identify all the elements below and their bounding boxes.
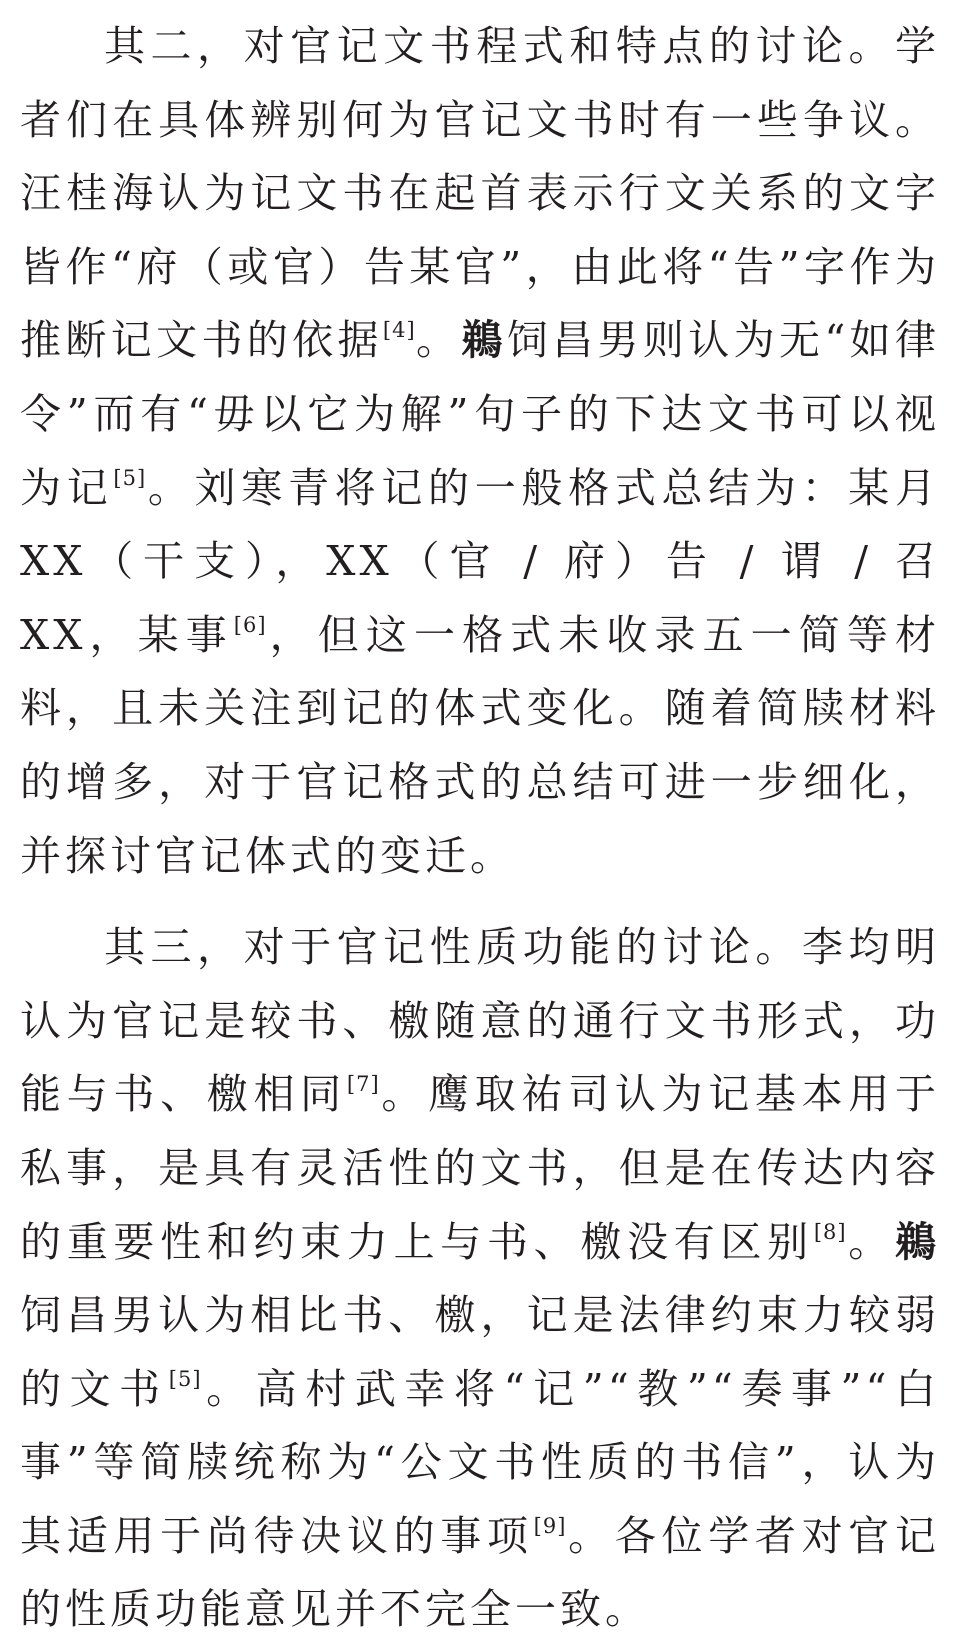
text-segment: 。鹰取祐司认为记基本用于私事，是具有灵活性的文书，但是在传达内容的重要性和约束力上与书、檄没有区别 <box>20 1070 941 1266</box>
citation-ref: [4] <box>382 318 416 343</box>
text-segment: 饲昌男认为相比书、檄，记是法律约束力较弱的文书 <box>20 1291 940 1413</box>
citation-ref: [5] <box>168 1366 202 1391</box>
citation-ref: [6] <box>233 612 267 637</box>
text-segment: 。高村武幸将“记”“教”“奏事”“白事”等简牍统称为“公文书性质的书信”，认为其适用于尚待决议的事项 <box>20 1364 941 1560</box>
bold-character: 鵜 <box>461 316 507 365</box>
citation-ref: [5] <box>113 465 147 490</box>
text-segment: 。刘寒青将记的一般格式总结为：某月 XX（干支），XX（官 / 府）告 / 谓 / 召 XX，某事 <box>20 463 941 659</box>
paragraph-nature-function <box>20 911 940 1647</box>
text-segment: ，但这一格式未收录五一简等材料，且未关注到记的体式变化。随着简牍材料的增多，对于官记格式的总结可进一步细化，并探讨官记体式的变迁。 <box>20 610 940 880</box>
bold-character: 鵜 <box>895 1217 941 1266</box>
text-segment: 。 <box>846 1217 896 1266</box>
text-segment: 其三，对于官记性质功能的讨论。李均明认为官记是较书、檄随意的通行文书形式，功能与书、檄相同 <box>20 923 940 1119</box>
text-segment: 饲昌男则认为无“如律令”而有“毋以它为解”句子的下达文书可以视为记 <box>20 316 941 512</box>
citation-ref: [8] <box>813 1219 847 1244</box>
citation-ref: [7] <box>346 1072 380 1097</box>
document-page <box>20 0 940 1647</box>
paragraph-document-format <box>20 0 940 893</box>
text-segment: 。各位学者对官记的性质功能意见并不完全一致。 <box>20 1511 941 1634</box>
text-segment: 。 <box>415 316 462 365</box>
citation-ref: [9] <box>533 1513 567 1538</box>
text-segment: 其二，对官记文书程式和特点的讨论。学者们在具体辨别何为官记文书时有一些争议。汪桂海认为记文书在起首表示行文关系的文字皆作“府（或官）告某官”，由此将“告”字作为推断记文书的依据 <box>20 22 940 365</box>
